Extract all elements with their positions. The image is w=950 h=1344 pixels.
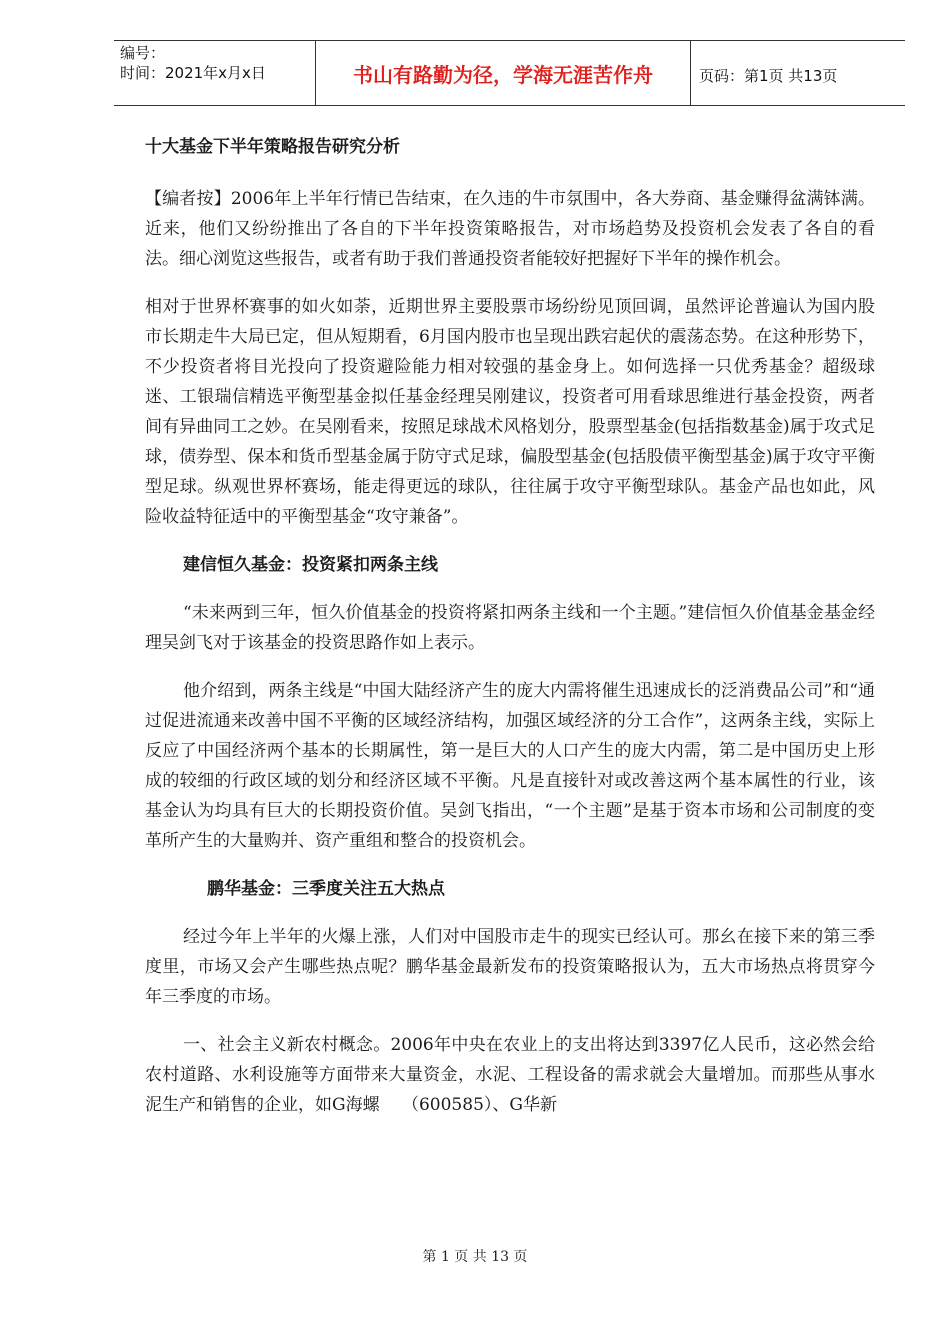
paragraph: “未来两到三年，恒久价值基金的投资将紧扣两条主线和一个主题。”建信恒久价值基金基金经理吴剑飞对于该基金的投资思路作如上表示。 [145,603,875,653]
header-motto: 书山有路勤为径，学海无涯苦作舟 [315,41,691,105]
paragraph: 他介绍到，两条主线是“中国大陆经济产生的庞大内需将催生迅速成长的泛消费品公司”和“通过促进流通来改善中国不平衡的区域经济结构，加强区域经济的分工合作”，这两条主线，实际上反应了中国经济两个基本的长期属性，第一是巨大的人口产生的庞大内需，第二是中国历史上形成的较细的行政区域的划分和经济区域不平衡。凡是直接针对或改善这两个基本属性的行业，该基金认为均具有巨大的长期投资价值。吴剑飞指出，“一个主题”是基于资本市场和公司制度的变革所产生的大量购并、资产重组和整合的投资机会。 [145,681,875,851]
document-title: 十大基金下半年策略报告研究分析 [145,137,400,157]
header-meta [120,43,315,83]
paragraph: 经过今年上半年的火爆上涨，人们对中国股市走牛的现实已经认可。那幺在接下来的第三季度里，市场又会产生哪些热点呢？鹏华基金最新发布的投资策略报认为，五大市场热点将贯穿今年三季度的市场。 [145,927,875,1007]
editor-note: 【编者按】2006年上半年行情已告结束，在久违的牛市氛围中，各大券商、基金赚得盆满钵满。近来，他们又纷纷推出了各自的下半年投资策略报告，对市场趋势及投资机会发表了各自的看法。细心浏览这些报告，或者有助于我们普通投资者能较好把握好下半年的操作机会。 [145,189,875,269]
document-body [145,132,875,1138]
number-label: 编号： [120,44,166,62]
intro-paragraph: 相对于世界杯赛事的如火如荼，近期世界主要股票市场纷纷见顶回调，虽然评论普遍认为国内股市长期走牛大局已定，但从短期看，6月国内股市也呈现出跌宕起伏的震荡态势。在这种形势下，不少投资者将目光投向了投资避险能力相对较强的基金身上。如何选择一只优秀基金？超级球迷、工银瑞信精选平衡型基金拟任基金经理吴刚建议，投资者可用看球思维进行基金投资，两者间有异曲同工之妙。在吴刚看来，按照足球战术风格划分，股票型基金(包括指数基金)属于攻式足球，债券型、保本和货币型基金属于防守式足球，偏股型基金(包括股债平衡型基金)属于攻守平衡型足球。纵观世界杯赛场，能走得更远的球队，往往属于攻守平衡型球队。基金产品也如此，风险收益特征适中的平衡型基金“攻守兼备”。 [145,297,875,527]
time-label: 时间：2021年x月x日 [120,64,266,82]
header-page-label: 页码：第1页 共13页 [699,67,838,85]
page-header [114,40,905,106]
section-heading-jianxin: 建信恒久基金：投资紧扣两条主线 [183,555,438,575]
page-footer: 第 1 页 共 13 页 [422,1249,528,1265]
paragraph: 一、社会主义新农村概念。2006年中央在农业上的支出将达到3397亿人民币，这必然会给农村道路、水利设施等方面带来大量资金，水泥、工程设备的需求就会大量增加。而那些从事水泥生产和销售的企业，如G海螺 （600585）、G华新 [145,1035,875,1115]
section-heading-penghua: 鹏华基金：三季度关注五大热点 [207,879,445,899]
